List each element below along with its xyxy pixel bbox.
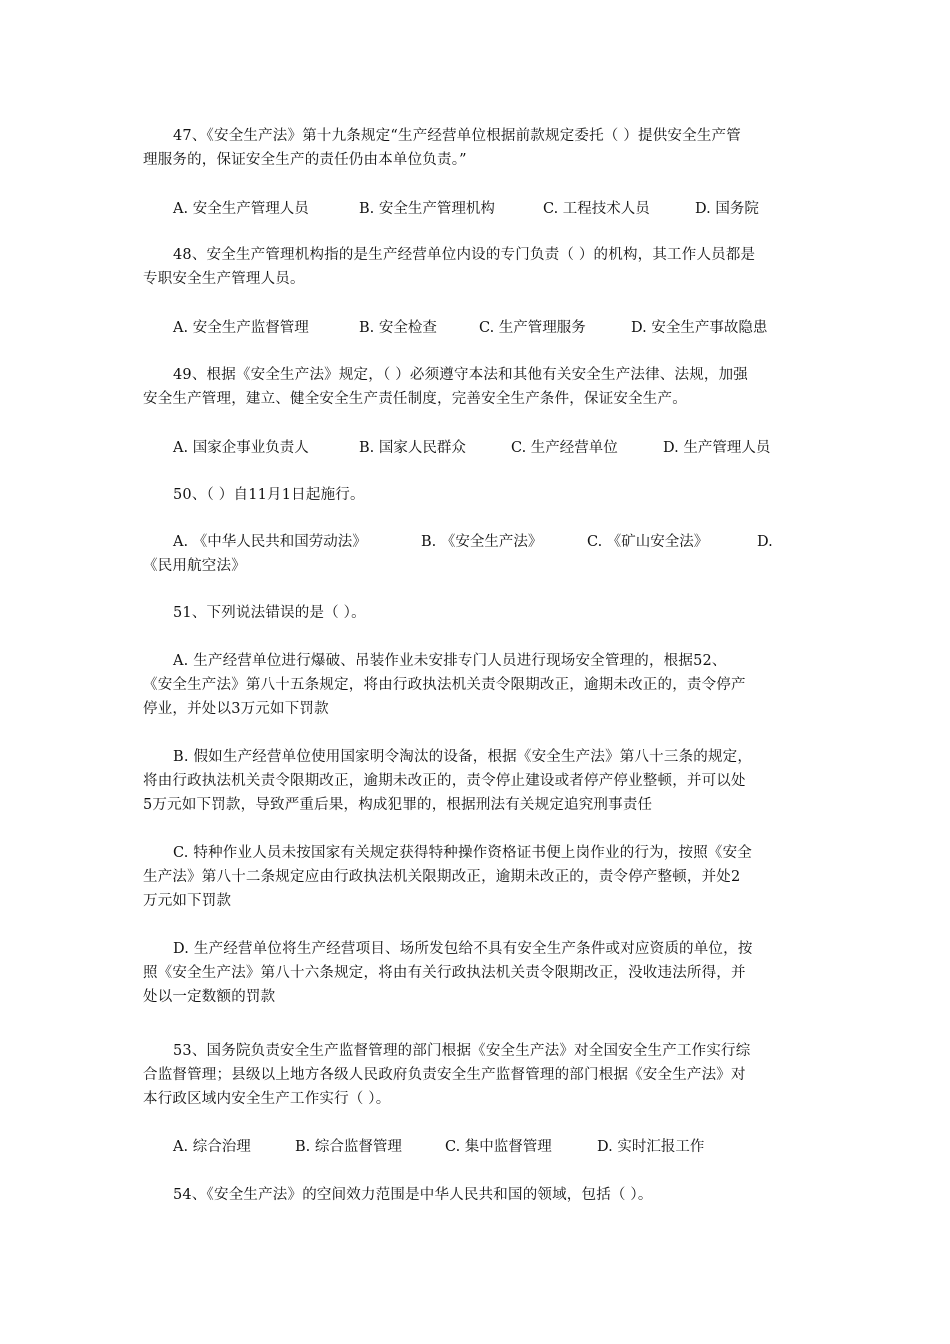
question-50-option-b: B. 《安全生产法》: [421, 534, 543, 550]
question-48-line-2: 专职安全生产管理人员。: [143, 271, 305, 287]
question-54-line-1: 54、《安全生产法》的空间效力范围是中华人民共和国的领域，包括（ ）。: [173, 1187, 653, 1203]
question-47-line-1: 47、《安全生产法》第十九条规定“生产经营单位根据前款规定委托（ ）提供安全生产管: [173, 128, 741, 144]
question-50: [143, 483, 809, 507]
question-53-option-d: D. 实时汇报工作: [597, 1139, 705, 1155]
question-50-line-1: 50、（ ）自11月1日起施行。: [173, 487, 365, 503]
question-50-option-c: C. 《矿山安全法》: [587, 534, 709, 550]
question-53-option-c: C. 集中监督管理: [445, 1139, 552, 1155]
option-c-line-2: 生产法》第八十二条规定应由行政执法机关限期改正，逾期未改正的，责令停产整顿，并处2: [143, 869, 741, 885]
question-48-option-a: A. 安全生产监督管理: [173, 320, 309, 336]
question-48-option-c: C. 生产管理服务: [479, 320, 586, 336]
question-51-option-d: [143, 937, 809, 1009]
question-47-option-a: A. 安全生产管理人员: [173, 201, 309, 217]
option-d-line-3: 处以一定数额的罚款: [143, 989, 276, 1005]
option-b-line-2: 将由行政执法机关责令限期改正，逾期未改正的，责令停止建设或者停产停业整顿，并可以处: [143, 773, 746, 789]
question-51: [143, 601, 809, 625]
question-48-option-d: D. 安全生产事故隐患: [631, 320, 768, 336]
option-a-line-2: 《安全生产法》第八十五条规定，将由行政执法机关责令限期改正，逾期未改正的，责令停产: [143, 677, 746, 693]
option-a-line-1: A. 生产经营单位进行爆破、吊装作业未安排专门人员进行现场安全管理的，根据52、: [173, 653, 727, 669]
question-48: [143, 243, 809, 291]
option-d-line-2: 照《安全生产法》第八十六条规定，将由有关行政执法机关责令限期改正，没收违法所得，并: [143, 965, 746, 981]
question-49-option-b: B. 国家人民群众: [359, 440, 466, 456]
question-50-option-d: D.: [757, 534, 773, 550]
question-49-line-1: 49、根据《安全生产法》规定，（ ）必须遵守本法和其他有关安全生产法律、法规，加强: [173, 367, 749, 383]
question-48-option-b: B. 安全检查: [359, 320, 437, 336]
question-53-option-a: A. 综合治理: [173, 1139, 251, 1155]
question-49-option-a: A. 国家企事业负责人: [173, 440, 309, 456]
question-49-option-d: D. 生产管理人员: [663, 440, 771, 456]
option-b-line-3: 5万元如下罚款，导致严重后果，构成犯罪的，根据刑法有关规定追究刑事责任: [143, 797, 653, 813]
question-49-option-c: C. 生产经营单位: [511, 440, 618, 456]
question-50-option-d-continued: [143, 554, 809, 578]
option-d-line-1: D. 生产经营单位将生产经营项目、场所发包给不具有安全生产条件或对应资质的单位，按: [173, 941, 753, 957]
question-51-option-a: [143, 649, 809, 721]
question-53-line-3: 本行政区域内安全生产工作实行（ ）。: [143, 1091, 391, 1107]
question-49: [143, 363, 809, 411]
question-53-option-b: B. 综合监督管理: [295, 1139, 402, 1155]
option-c-line-1: C. 特种作业人员未按国家有关规定获得特种操作资格证书便上岗作业的行为，按照《安全: [173, 845, 752, 861]
option-c-line-3: 万元如下罚款: [143, 893, 232, 909]
question-47: [143, 124, 809, 172]
question-47-option-b: B. 安全生产管理机构: [359, 201, 495, 217]
question-53-line-2: 合监督管理；县级以上地方各级人民政府负责安全生产监督管理的部门根据《安全生产法》对: [143, 1067, 746, 1083]
question-50-option-d-text: 《民用航空法》: [143, 558, 246, 574]
question-48-line-1: 48、安全生产管理机构指的是生产经营单位内设的专门负责（ ）的机构，其工作人员都是: [173, 247, 756, 263]
option-a-line-3: 停业，并处以3万元如下罚款: [143, 701, 329, 717]
question-51-line-1: 51、下列说法错误的是（ ）。: [173, 605, 366, 621]
option-b-line-1: B. 假如生产经营单位使用国家明令淘汰的设备，根据《安全生产法》第八十三条的规定，: [173, 749, 753, 765]
question-51-option-c: [143, 841, 809, 913]
question-47-line-2: 理服务的，保证安全生产的责任仍由本单位负责。”: [143, 152, 467, 168]
question-50-option-a: A. 《中华人民共和国劳动法》: [173, 534, 367, 550]
question-53-line-1: 53、国务院负责安全生产监督管理的部门根据《安全生产法》对全国安全生产工作实行综: [173, 1043, 751, 1059]
question-53: [143, 1039, 809, 1111]
question-47-option-d: D. 国务院: [695, 201, 759, 217]
question-47-option-c: C. 工程技术人员: [543, 201, 650, 217]
question-49-line-2: 安全生产管理，建立、健全安全生产责任制度，完善安全生产条件，保证安全生产。: [143, 391, 687, 407]
question-51-option-b: [143, 745, 809, 817]
question-54: [143, 1183, 809, 1207]
